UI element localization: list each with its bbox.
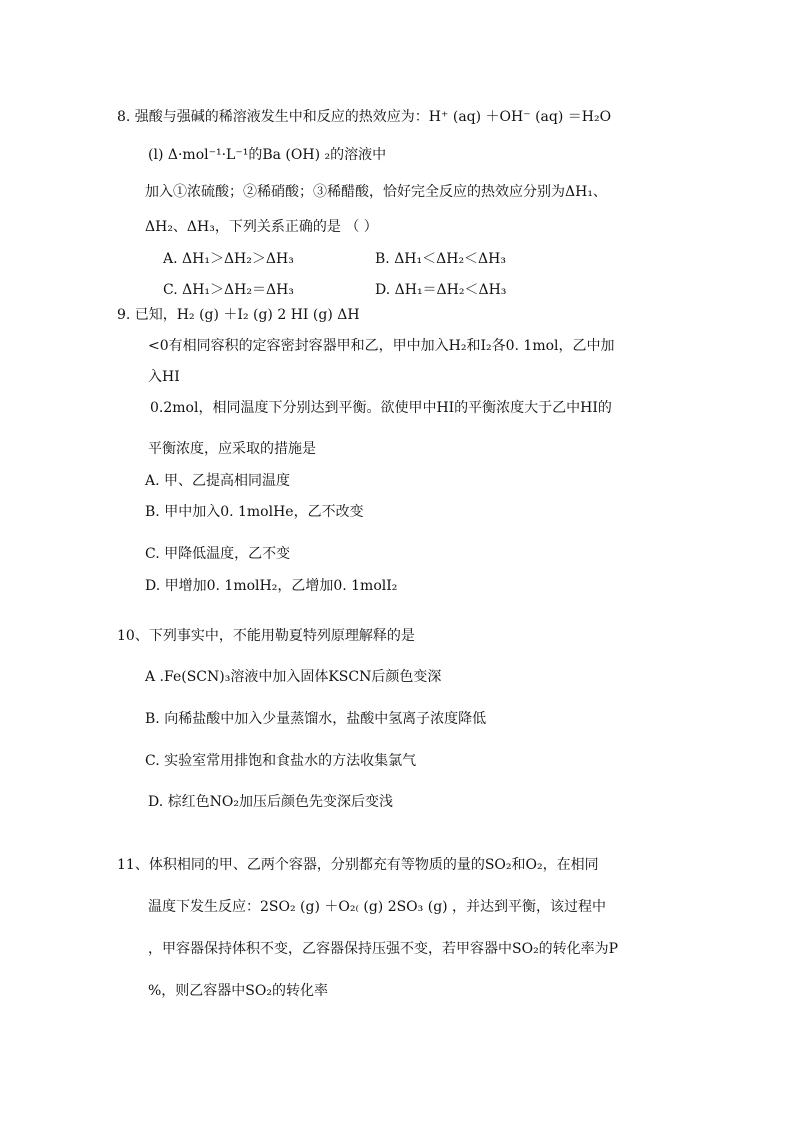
q9-stem: 9. 已知，H₂ (g) ＋I₂ (g) 2 HI (g) ΔH [117, 307, 360, 323]
q8-stem: 8. 强酸与强碱的稀溶液发生中和反应的热效应为：H⁺ (aq) ＋OH⁻ (aq) ＝H₂O [117, 109, 612, 125]
q11-line-2: 温度下发生反应：2SO₂ (g) ＋O₂₍ (g) 2SO₃ (g) ，并达到平衡，该过程中 [148, 899, 607, 915]
q9-option-b: B. 甲中加入0. 1molHe，乙不改变 [145, 504, 364, 520]
q9-line-3: 入HI [148, 369, 180, 385]
q8-line-3: 加入①浓硫酸；②稀硝酸；③稀醋酸，恰好完全反应的热效应分别为ΔH₁、 [145, 184, 607, 200]
q8-option-c: C. ΔH₁＞ΔH₂＝ΔH₃ [163, 282, 294, 298]
q10-option-b: B. 向稀盐酸中加入少量蒸馏水，盐酸中氢离子浓度降低 [145, 711, 487, 727]
q8-line-2: (l) Δ·mol⁻¹·L⁻¹的Ba (OH) ₂的溶液中 [148, 147, 387, 163]
q10-option-d: D. 棕红色NO₂加压后颜色先变深后变浅 [148, 794, 393, 810]
q9-option-a: A. 甲、乙提高相同温度 [145, 473, 291, 489]
q8-option-a: A. ΔH₁＞ΔH₂＞ΔH₃ [163, 251, 294, 267]
q11-line-4: %，则乙容器中SO₂的转化率 [148, 983, 328, 999]
q11-stem: 11、体积相同的甲、乙两个容器，分别都充有等物质的量的SO₂和O₂，在相同 [117, 857, 599, 873]
q10-stem: 10、下列事实中，不能用勒夏特列原理解释的是 [117, 628, 415, 644]
q9-line-2: <0有相同容积的定容密封容器甲和乙，甲中加入H₂和I₂各0. 1mol，乙中加 [148, 338, 615, 354]
q9-option-d: D. 甲增加0. 1molH₂，乙增加0. 1molI₂ [145, 578, 398, 594]
q8-option-d: D. ΔH₁＝ΔH₂＜ΔH₃ [375, 282, 507, 298]
q8-option-b: B. ΔH₁＜ΔH₂＜ΔH₃ [375, 251, 506, 267]
q10-option-c: C. 实验室常用排饱和食盐水的方法收集氯气 [145, 753, 417, 769]
q8-line-4: ΔH₂、ΔH₃，下列关系正确的是 （ ） [145, 219, 378, 235]
q11-line-3: ，甲容器保持体积不变，乙容器保持压强不变，若甲容器中SO₂的转化率为P [148, 941, 619, 957]
q9-option-c: C. 甲降低温度，乙不变 [145, 546, 291, 562]
q10-option-a: A .Fe(SCN)₃溶液中加入固体KSCN后颜色变深 [145, 669, 442, 685]
q9-line-4: 0.2mol，相同温度下分别达到平衡。欲使甲中HI的平衡浓度大于乙中HI的 [150, 400, 612, 416]
q9-line-5: 平衡浓度，应采取的措施是 [148, 441, 316, 457]
